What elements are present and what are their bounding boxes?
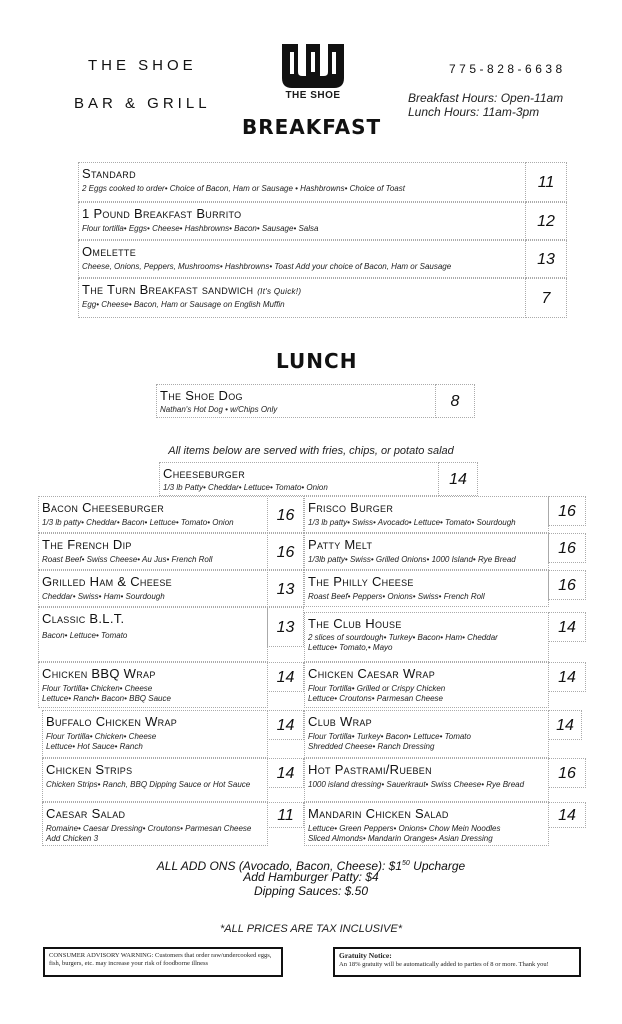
item-desc-2: Shredded Cheese• Ranch Dressing [308, 742, 435, 751]
addons-sup: 50 [402, 860, 410, 867]
gratuity-text: An 18% gratuity will be automatically added to parties of 8 or more. Thank you! [339, 961, 549, 968]
item-desc-2: Sliced Almonds• Mandarin Oranges• Asian Dressing [308, 834, 493, 843]
item-price: 16 [548, 496, 586, 526]
lunch-item [38, 496, 268, 533]
lunch-item [38, 662, 268, 708]
lunch-item [42, 758, 268, 802]
item-desc: Flour Tortilla• Chicken• Cheese [42, 684, 153, 693]
item-desc-2: Add Chicken 3 [46, 834, 99, 843]
item-desc: Roast Beef• Swiss Cheese• Au Jus• French Roll [42, 555, 213, 564]
item-name: Chicken Strips [46, 762, 133, 777]
lunch-item [42, 802, 268, 846]
item-desc: Flour Tortilla• Grilled or Crispy Chicken [308, 684, 446, 693]
shoe-logo-icon [280, 42, 346, 90]
lunch-item [304, 612, 549, 662]
consumer-advisory-box: CONSUMER ADVISORY WARNING: Customers that order raw/undercooked eggs, fish, burgers, etc. may increase your risk of foodborne illness [43, 947, 283, 977]
shoe-dog-item [156, 384, 436, 418]
addons-line1-text: ALL ADD ONS (Avocado, Bacon, Cheese): $1 [156, 859, 403, 873]
item-price: 14 [267, 758, 304, 788]
restaurant-name-line2: BAR & GRILL [74, 95, 211, 112]
item-name: 1 Pound Breakfast Burrito [82, 206, 242, 221]
item-name: Grilled Ham & Cheese [42, 574, 172, 589]
item-desc: 2 Eggs cooked to order• Choice of Bacon, Ham or Sausage • Hashbrowns• Choice of Toast [82, 184, 405, 193]
item-price: 14 [438, 462, 478, 496]
item-price: 16 [548, 758, 586, 788]
lunch-title: LUNCH [276, 349, 358, 373]
item-name: Patty Melt [308, 537, 373, 552]
tax-note: *ALL PRICES ARE TAX INCLUSIVE* [220, 923, 402, 935]
item-name: Caesar Salad [46, 806, 126, 821]
item-desc: Flour Tortilla• Turkey• Bacon• Lettuce• Tomato [308, 732, 471, 741]
item-price: 13 [525, 240, 567, 278]
item-name: Club Wrap [308, 714, 372, 729]
gratuity-title: Gratuity Notice: [339, 951, 392, 960]
item-desc: Nathan's Hot Dog • w/Chips Only [160, 405, 278, 414]
item-name: The French Dip [42, 537, 132, 552]
lunch-item [42, 710, 268, 758]
item-name [82, 282, 301, 297]
item-price: 14 [267, 662, 304, 692]
item-price: 16 [548, 570, 586, 600]
item-desc: Cheddar• Swiss• Ham• Sourdough [42, 592, 165, 601]
lunch-item [304, 758, 549, 802]
item-price: 14 [548, 612, 586, 642]
item-name: Cheeseburger [163, 466, 246, 481]
item-price: 16 [267, 533, 304, 570]
cheeseburger-item [159, 462, 439, 496]
item-desc: Egg• Cheese• Bacon, Ham or Sausage on English Muffin [82, 300, 285, 309]
lunch-hours: Lunch Hours: 11am-3pm [408, 105, 540, 119]
item-desc: 1/3 lb patty• Cheddar• Bacon• Lettuce• Tomato• Onion [42, 518, 234, 527]
item-price: 14 [548, 662, 586, 692]
item-name: The Shoe Dog [160, 388, 243, 403]
lunch-item [304, 710, 549, 758]
item-price: 14 [548, 710, 582, 740]
item-price: 11 [525, 162, 567, 202]
item-desc: Chicken Strips• Ranch, BBQ Dipping Sauce or Hot Sauce [46, 780, 251, 789]
lunch-item [304, 570, 549, 607]
breakfast-hours: Breakfast Hours: Open-11am [408, 91, 564, 105]
item-desc: 1000 island dressing• Sauerkraut• Swiss Cheese• Rye Bread [308, 780, 525, 789]
item-price: 14 [548, 802, 586, 828]
addons-line1-end: Upcharge [409, 859, 466, 873]
item-price: 7 [525, 278, 567, 318]
item-name-text: The Turn Breakfast sandwich [82, 282, 254, 297]
addons-line3: Dipping Sauces: $.50 [253, 884, 369, 898]
item-name: Buffalo Chicken Wrap [46, 714, 178, 729]
item-price: 16 [548, 533, 586, 563]
item-desc: Cheese, Onions, Peppers, Mushrooms• Hashbrowns• Toast Add your choice of Bacon, Ham or Sausage [82, 262, 452, 271]
logo-text: THE SHOE [285, 90, 341, 101]
item-note: (It's Quick!) [257, 287, 302, 296]
item-desc: 1/3 lb Patty• Cheddar• Lettuce• Tomato• Onion [163, 483, 328, 492]
item-desc: 1/3lb patty• Swiss• Grilled Onions• 1000 Island• Rye Bread [308, 555, 516, 564]
item-name: Chicken Caesar Wrap [308, 666, 435, 681]
item-name: Classic B.L.T. [42, 611, 125, 626]
lunch-item [304, 496, 549, 533]
item-desc: 2 slices of sourdough• Turkey• Bacon• Ham• Cheddar [308, 633, 498, 642]
lunch-item [38, 607, 268, 662]
item-desc: 1/3 lb patty• Swiss• Avocado• Lettuce• Tomato• Sourdough [308, 518, 516, 527]
item-desc: Lettuce• Green Peppers• Onions• Chow Mein Noodles [308, 824, 501, 833]
phone-number: 775-828-6638 [449, 62, 566, 76]
lunch-item [304, 802, 549, 846]
lunch-item [304, 662, 549, 708]
item-desc: Romaine• Caesar Dressing• Croutons• Parmesan Cheese [46, 824, 252, 833]
item-name: The Philly Cheese [308, 574, 414, 589]
breakfast-title: BREAKFAST [242, 115, 382, 139]
item-name: The Club House [308, 616, 402, 631]
breakfast-item [78, 278, 526, 318]
restaurant-name-line1: THE SHOE [88, 57, 197, 74]
breakfast-item [78, 162, 526, 202]
item-desc-2: Lettuce• Tomato,• Mayo [308, 643, 393, 652]
item-price: 16 [267, 496, 304, 533]
item-name: Omelette [82, 244, 137, 259]
addons-line2: Add Hamburger Patty: $4 [243, 870, 379, 884]
item-name: Chicken BBQ Wrap [42, 666, 156, 681]
item-price: 12 [525, 202, 567, 240]
lunch-item [304, 533, 549, 570]
item-desc: Flour tortilla• Eggs• Cheese• Hashbrowns• Bacon• Sausage• Salsa [82, 224, 319, 233]
item-desc: Roast Beef• Peppers• Onions• Swiss• French Roll [308, 592, 485, 601]
item-name: Hot Pastrami/Rueben [308, 762, 432, 777]
item-price: 11 [267, 802, 304, 828]
item-price: 13 [267, 570, 304, 607]
item-name: Mandarin Chicken Salad [308, 806, 449, 821]
served-note: All items below are served with fries, chips, or potato salad [168, 445, 454, 457]
breakfast-item [78, 240, 526, 278]
item-name: Bacon Cheeseburger [42, 500, 165, 515]
item-price: 14 [267, 710, 304, 740]
item-desc-2: Lettuce• Croutons• Parmesan Cheese [308, 694, 444, 703]
lunch-item [38, 533, 268, 570]
item-desc-2: Lettuce• Hot Sauce• Ranch [46, 742, 143, 751]
item-price: 13 [267, 607, 304, 647]
item-desc: Bacon• Lettuce• Tomato [42, 631, 128, 640]
item-name: Standard [82, 166, 136, 181]
lunch-item [38, 570, 268, 607]
item-name: Frisco Burger [308, 500, 394, 515]
item-desc: Flour Tortilla• Chicken• Cheese [46, 732, 157, 741]
gratuity-box [333, 947, 581, 977]
item-desc-2: Lettuce• Ranch• Bacon• BBQ Sauce [42, 694, 171, 703]
breakfast-item [78, 202, 526, 240]
item-price: 8 [435, 384, 475, 418]
